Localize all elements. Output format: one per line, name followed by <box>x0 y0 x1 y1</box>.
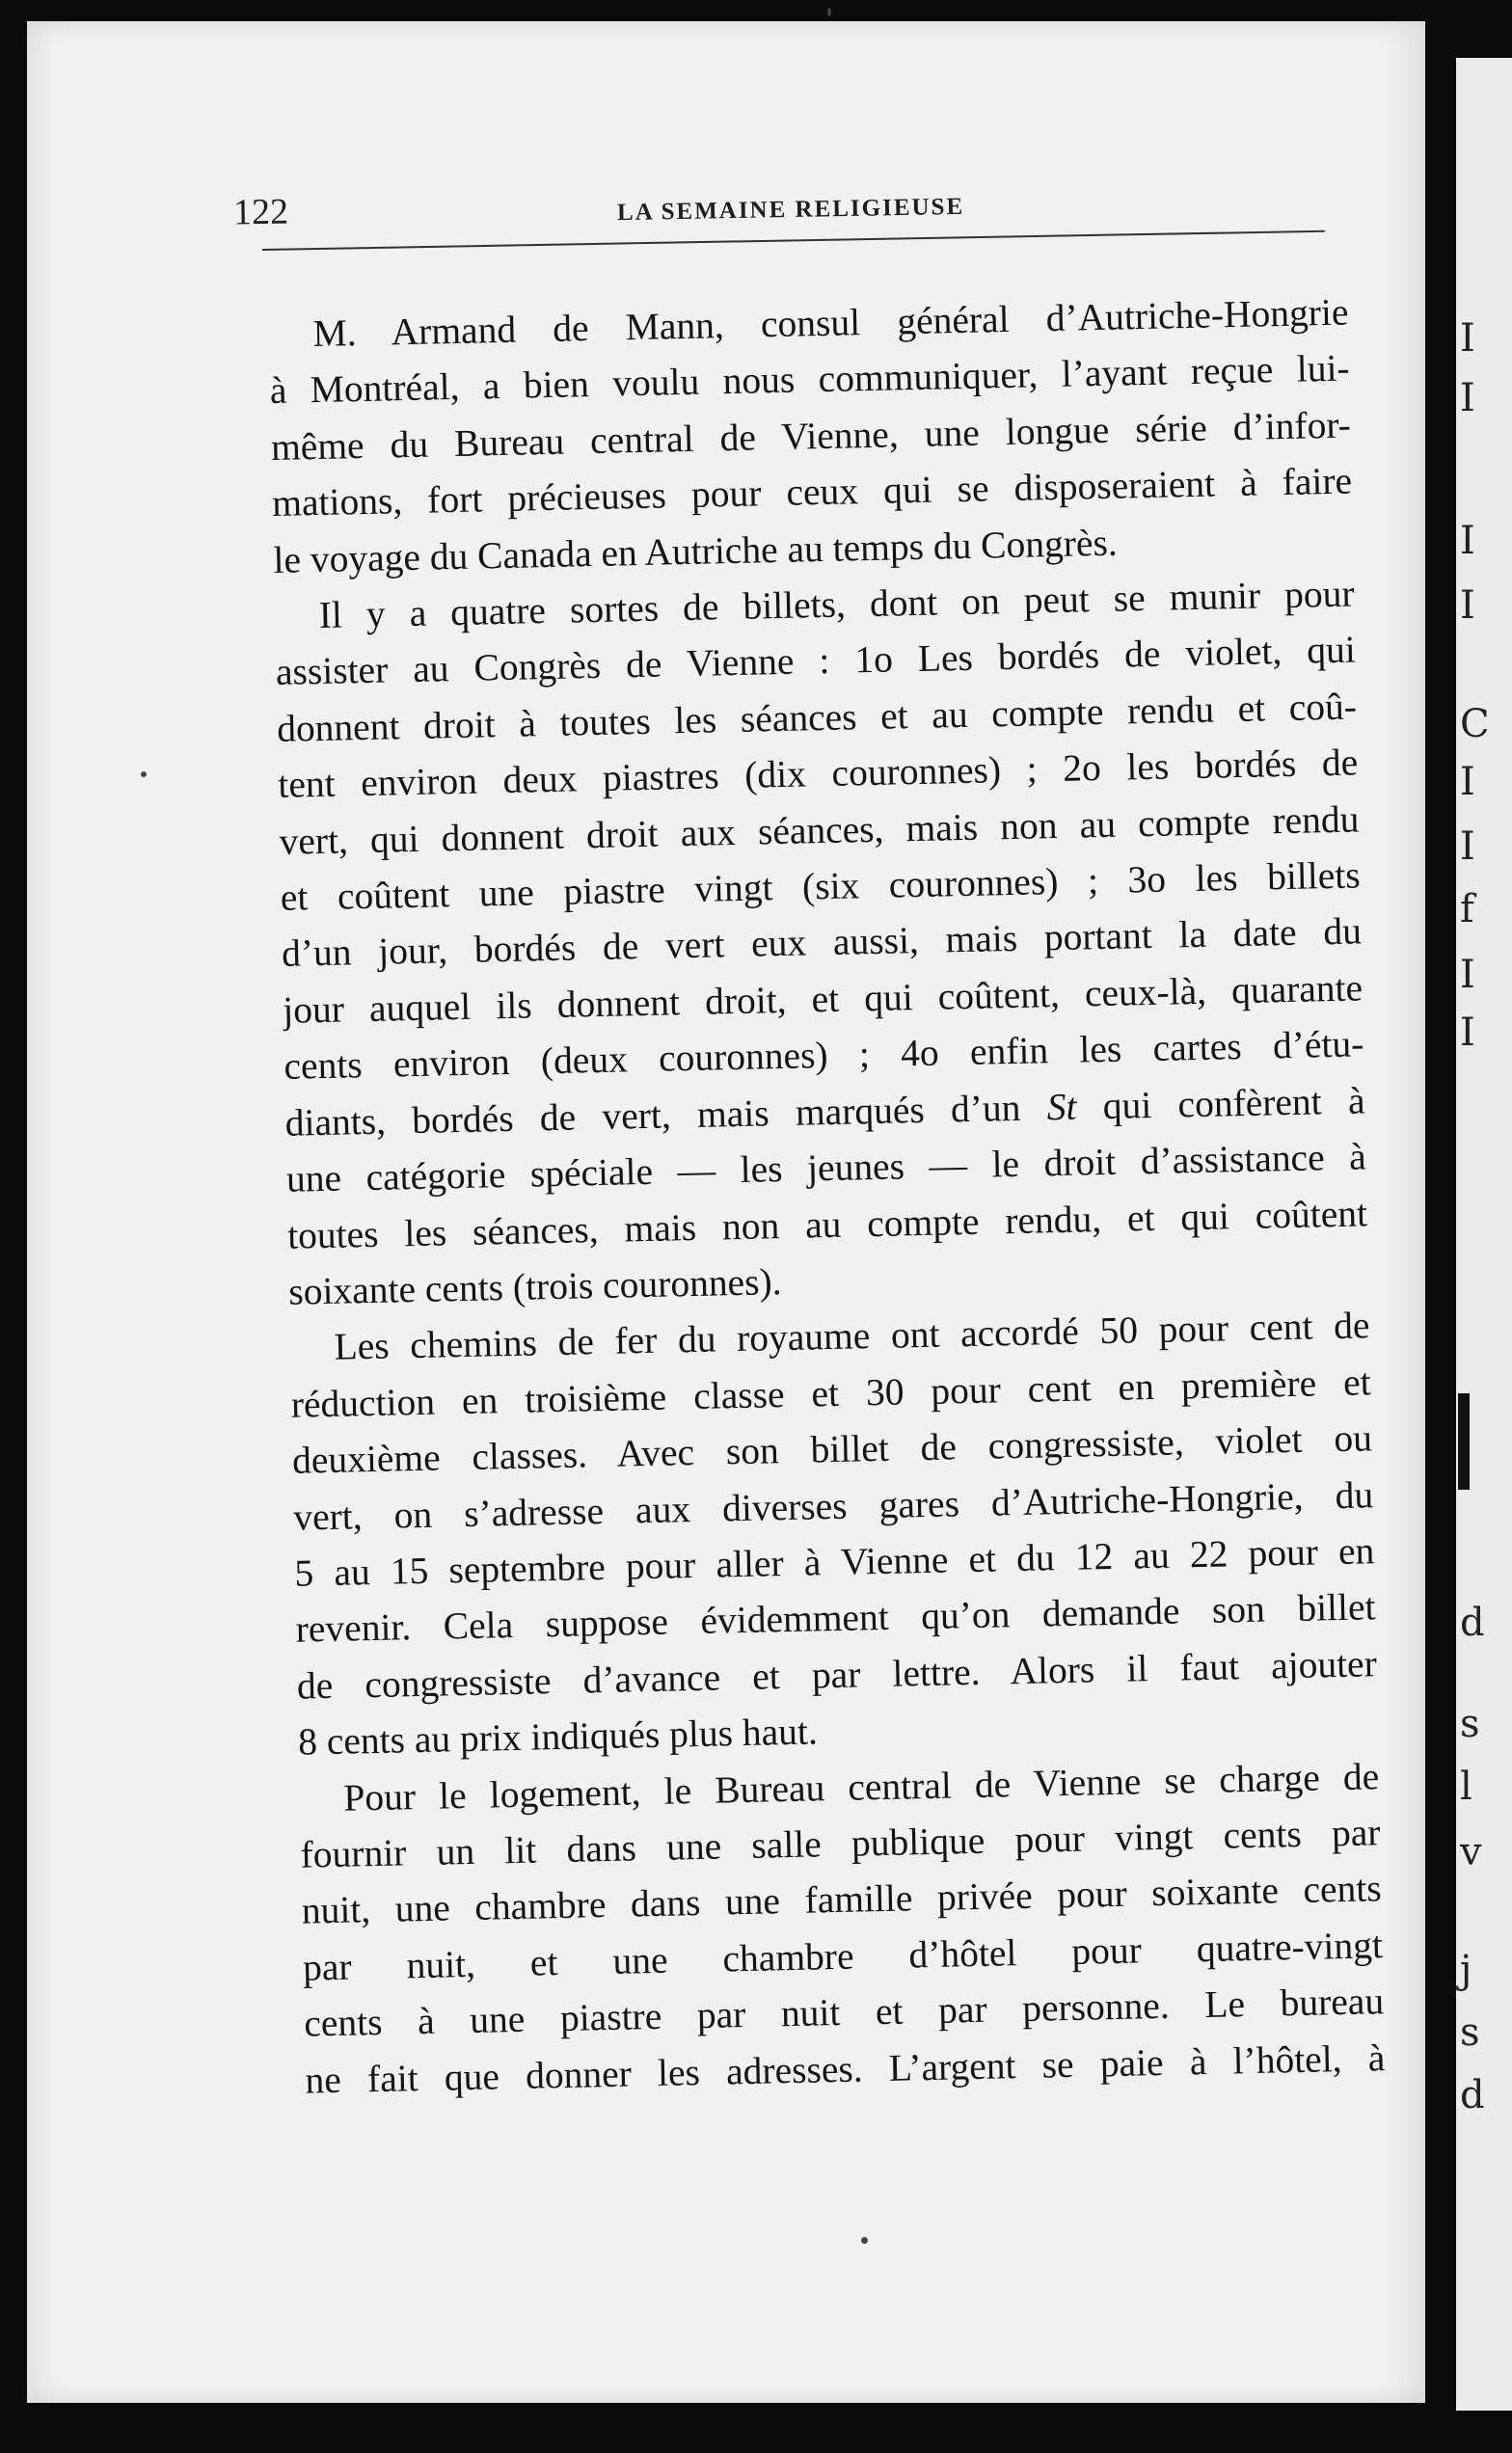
text-line: 8 cents au prix indiqués plus haut. <box>297 1710 819 1764</box>
text-line: et coûtent une piastre vingt (six couronnes) ; 3o les billets <box>280 853 1362 919</box>
adjacent-page-letter: I <box>1460 760 1475 804</box>
binding-mark <box>1458 1393 1470 1490</box>
adjacent-page-letter: l <box>1460 1765 1472 1809</box>
adjacent-page-letter: d <box>1460 1601 1485 1645</box>
adjacent-page-letter: d <box>1460 2073 1485 2117</box>
paragraph <box>289 1298 1379 1771</box>
paragraph <box>299 1748 1386 2109</box>
text-line: le voyage du Canada en Autriche au temps du Congrès. <box>273 521 1119 581</box>
text-line: nuit, une chambre dans une famille privée pour soixante cents <box>301 1867 1383 1933</box>
adjacent-page-letter: s <box>1460 2010 1480 2055</box>
adjacent-page-letter: j <box>1460 1948 1472 1992</box>
paper-speck <box>861 2237 868 2244</box>
adjacent-page-letter: s <box>1460 1702 1480 1746</box>
page-number: 122 <box>232 191 289 233</box>
adjacent-page-letter: I <box>1460 583 1475 628</box>
text-line: assister au Congrès de Vienne : 1o Les bordés de violet, qui <box>275 628 1357 694</box>
adjacent-page-letter: I <box>1460 1011 1475 1055</box>
text-line: d’un jour, bordés de vert eux aussi, mais portant la date du <box>281 909 1363 976</box>
text-line: deuxième classes. Avec son billet de congressiste, violet ou <box>291 1416 1373 1482</box>
running-head: LA SEMAINE RELIGIEUSE <box>616 193 965 227</box>
adjacent-page-letter: I <box>1460 824 1475 869</box>
adjacent-page-letter: I <box>1460 953 1475 997</box>
paper-speck <box>827 8 831 16</box>
text-line: Il y a quatre sortes de billets, dont on peut se munir pour <box>318 572 1355 636</box>
text-line: toutes les séances, mais non au compte rendu, et qui coûtent <box>286 1191 1368 1257</box>
paragraph <box>268 284 1354 588</box>
text-line: même du Bureau central de Vienne, une longue série d’infor- <box>270 403 1352 469</box>
text-line: soixante cents (trois couronnes). <box>287 1259 782 1313</box>
italic-st: St <box>1046 1085 1077 1128</box>
adjacent-page-letter: f <box>1460 887 1474 931</box>
text-line: par nuit, et une chambre d’hôtel pour quatre-vingt <box>302 1923 1384 1989</box>
text-line: réduction en troisième classe et 30 pour cent en première et <box>290 1361 1372 1426</box>
adjacent-page-letter: I <box>1460 376 1475 420</box>
adjacent-page-letter: C <box>1460 702 1490 746</box>
adjacent-page-letter: v <box>1460 1830 1482 1874</box>
body-text <box>268 284 1386 2109</box>
text-fragment: diants, bordés de vert, mais marqués d’un St qui confèrent à <box>284 1079 1365 1145</box>
text-line: mations, fort précieuses pour ceux qui se disposeraient à faire <box>271 459 1353 526</box>
adjacent-page-letter: I <box>1460 519 1475 563</box>
text-line: vert, on s’adresse aux diverses gares d’Autriche-Hongrie, du <box>292 1472 1374 1539</box>
text-line: de congressiste d’avance et par lettre. Alors il faut ajouter <box>296 1641 1378 1708</box>
text-line: une catégorie spéciale — les jeunes — le droit d’assistance à <box>285 1135 1367 1200</box>
text-line: cents environ (deux couronnes) ; 4o enfin les cartes d’étu- <box>284 1022 1364 1089</box>
text-line: ne fait que donner les adresses. L’argent se paie à l’hôtel, à <box>305 2035 1386 2102</box>
text-line: tent environ deux piastres (dix couronnes) ; 2o les bordés de <box>277 741 1359 807</box>
adjacent-page-letter: I <box>1460 316 1475 361</box>
text-line: donnent droit à toutes les séances et au compte rendu et coû- <box>276 685 1358 750</box>
text-line: à Montréal, a bien voulu nous communiquer, l’ayant reçue lui- <box>269 346 1351 413</box>
paper-speck <box>141 771 147 777</box>
text-line: 5 au 15 septembre pour aller à Vienne et du 12 au 22 pour en <box>294 1529 1375 1595</box>
paragraph <box>274 566 1369 1321</box>
text-line: fournir un lit dans une salle publique pour vingt cents par <box>300 1811 1381 1876</box>
adjacent-page-edge <box>1456 58 1512 2411</box>
text-line: Les chemins de fer du royaume ont accordé 50 pour cent de <box>334 1304 1370 1369</box>
text-line: vert, qui donnent droit aux séances, mais non au compte rendu <box>279 797 1360 863</box>
text-line: M. Armand de Mann, consul général d’Autriche-Hongrie <box>312 290 1349 356</box>
text-line: revenir. Cela suppose évidemment qu’on demande son billet <box>295 1585 1376 1652</box>
text-line: jour auquel ils donnent droit, et qui coûtent, ceux-là, quarante <box>282 966 1364 1032</box>
text-line: cents à une piastre par nuit et par personne. Le bureau <box>303 1980 1385 2045</box>
text-line: Pour le logement, le Bureau central de Vienne se charge de <box>342 1754 1380 1820</box>
